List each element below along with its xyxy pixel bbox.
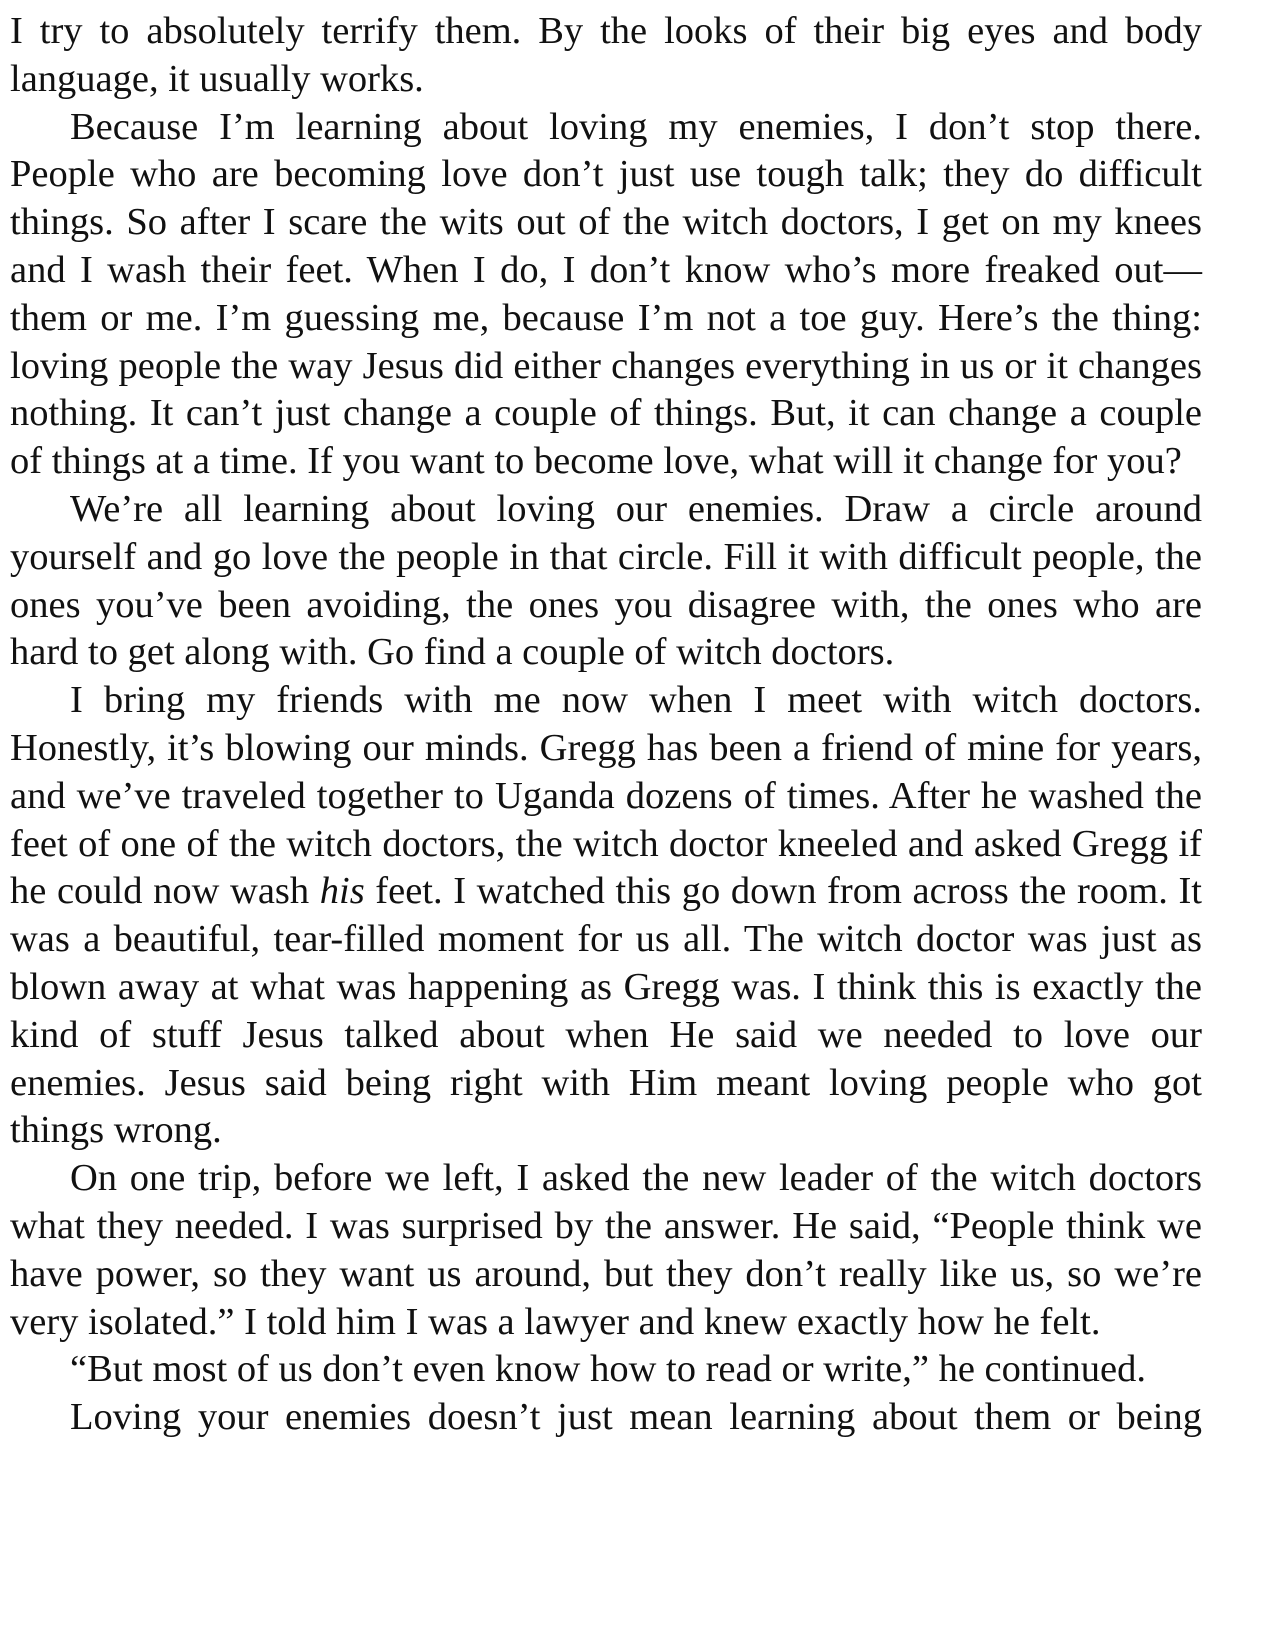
paragraph-1-text: I try to absolutely terrify them. By the looks of their big eyes and body language, it usually works. — [10, 10, 1202, 100]
paragraph-4 — [10, 677, 1202, 1155]
paragraph-2-text: Because I’m learning about loving my enemies, I don’t stop there. People who are becoming love don’t just use tough talk; they do difficult things. So after I scare the wits out of the witch doctors, I get on my knees and I wash their feet. When I do, I don’t know who’s more freaked out—them or me. I’m guessing me, because I’m not a toe guy. Here’s the thing: loving people the way Jesus did either changes everything in us or it changes nothing. It can’t just change a couple of things. But, it can change a couple of things at a time. If you want to become love, what will it change for you? — [10, 105, 1202, 483]
paragraph-4-text-a: I bring my friends with me now when I meet with witch doctors. Honestly, it’s blowing our minds. Gregg has been a friend of mine for years, and we’ve traveled together to Uganda dozens of times. After he washed the feet of one of the witch doctors, the witch doctor kneeled and asked Gregg if he could now wash — [10, 679, 1202, 913]
paragraph-7-text: Loving your enemies doesn’t just mean learning about them or being — [70, 1396, 1202, 1439]
paragraph-5 — [10, 1155, 1202, 1346]
paragraph-6-text: “But most of us don’t even know how to read or write,” he continued. — [70, 1348, 1146, 1391]
paragraph-1 — [10, 8, 1202, 104]
paragraph-5-text: On one trip, before we left, I asked the new leader of the witch doctors what they needed. I was surprised by the answer. He said, “People think we have power, so they want us around, but they don’t really like us, so we’re very isolated.” I told him I was a lawyer and knew exactly how he felt. — [10, 1157, 1202, 1343]
paragraph-4-text-b: feet. I watched this go down from across the room. It was a beautiful, tear-filled moment for us all. The witch doctor was just as blown away at what was happening as Gregg was. I think this is exactly the kind of stuff Jesus talked about when He said we needed to love our enemies. Jesus said being right with Him meant loving people who got things wrong. — [10, 870, 1202, 1152]
book-page-body — [10, 8, 1202, 1442]
paragraph-3-text: We’re all learning about loving our enemies. Draw a circle around yourself and go love the people in that circle. Fill it with difficult people, the ones you’ve been avoiding, the ones you disagree with, the ones who are hard to get along with. Go find a couple of witch doctors. — [10, 487, 1202, 674]
paragraph-3 — [10, 486, 1202, 677]
paragraph-7 — [10, 1394, 1202, 1442]
paragraph-2 — [10, 104, 1202, 486]
paragraph-4-emphasis: his — [319, 870, 365, 913]
paragraph-6 — [10, 1346, 1202, 1394]
